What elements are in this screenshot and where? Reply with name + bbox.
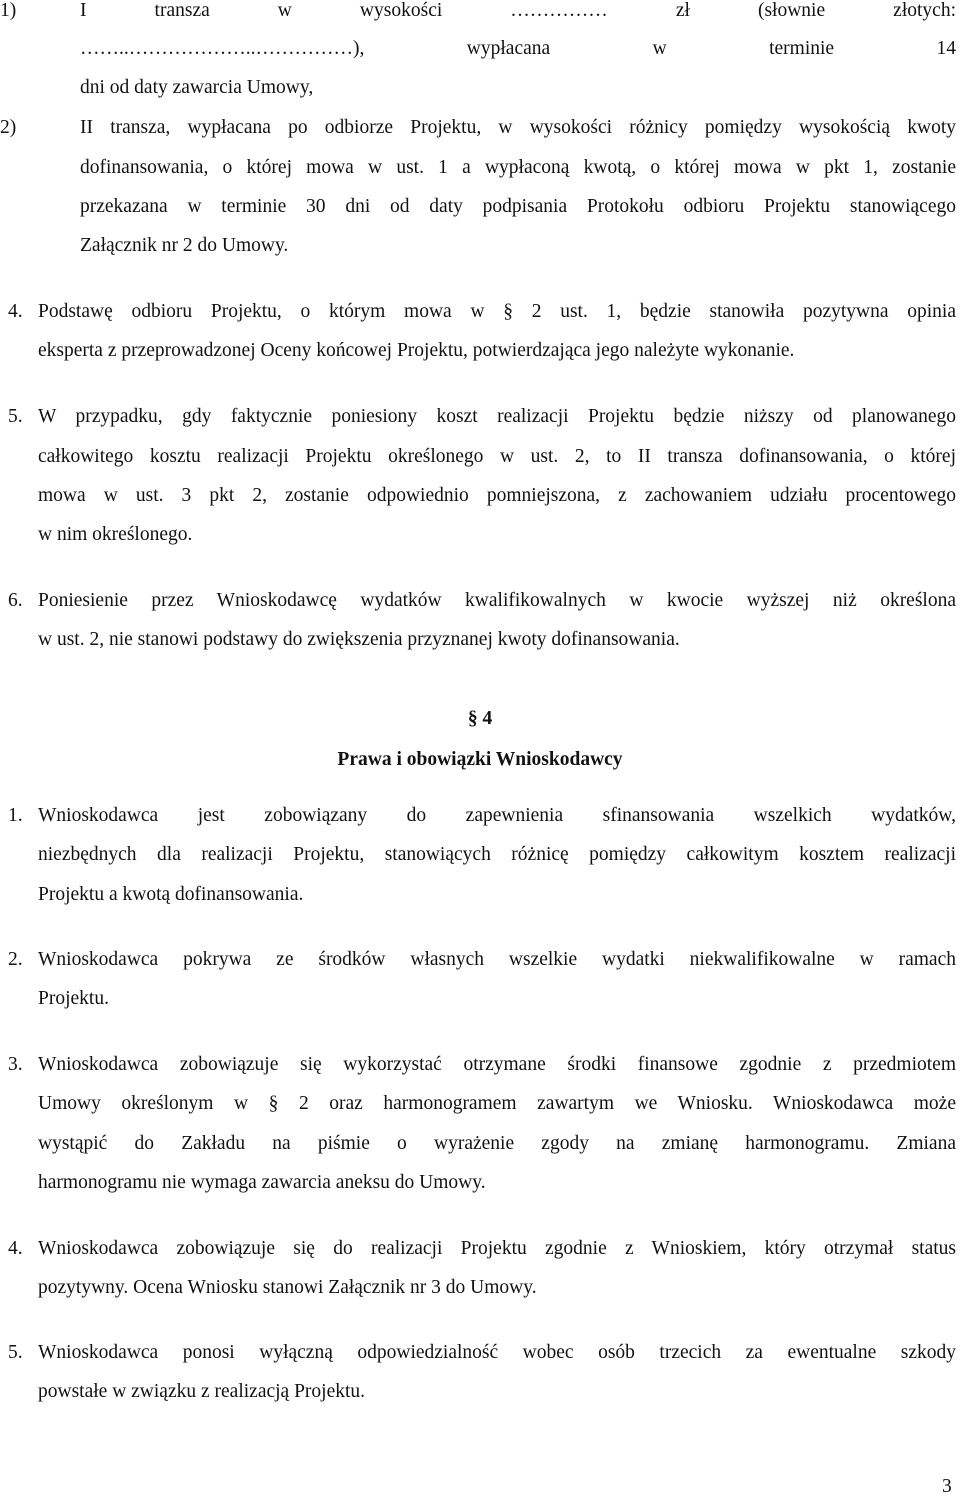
paragraph-5-number: 5. (8, 406, 23, 427)
item-1-line-2: ……..………………..……………), wypłacana w terminie 14 (80, 38, 956, 59)
section-point-2-number: 2. (8, 949, 23, 970)
paragraph-5-line-3: mowa w ust. 3 pkt 2, zostanie odpowiednio pomniejszona, z zachowaniem udziału procentowego (38, 485, 956, 506)
item-2-number: 2) (0, 117, 17, 138)
section-point-4-number: 4. (8, 1238, 23, 1259)
item-2-line-3: przekazana w terminie 30 dni od daty podpisania Protokołu odbioru Projektu stanowiącego (80, 196, 956, 217)
section-point-1-line-2: niezbędnych dla realizacji Projektu, stanowiących różnicę pomiędzy całkowitym kosztem realizacji (38, 844, 956, 865)
section-point-4-line-1: Wnioskodawca zobowiązuje się do realizacji Projektu zgodnie z Wnioskiem, który otrzymał status (38, 1238, 956, 1259)
section-point-1-number: 1. (8, 805, 23, 826)
paragraph-4-line-2: eksperta z przeprowadzonej Oceny końcowej Projektu, potwierdzająca jego należyte wykonanie. (38, 340, 795, 361)
paragraph-5-line-1: W przypadku, gdy faktycznie poniesiony koszt realizacji Projektu będzie niższy od planowanego (38, 406, 956, 427)
section-point-4-line-2: pozytywny. Ocena Wniosku stanowi Załącznik nr 3 do Umowy. (38, 1277, 537, 1298)
section-point-5-line-2: powstałe w związku z realizacją Projektu. (38, 1381, 366, 1402)
section-point-3-line-1: Wnioskodawca zobowiązuje się wykorzystać otrzymane środki finansowe zgodnie z przedmiotem (38, 1054, 956, 1075)
section-point-1-line-3: Projektu a kwotą dofinansowania. (38, 884, 304, 905)
item-1-line-1: I transza w wysokości …………… zł (słownie złotych: (80, 0, 956, 21)
paragraph-5-line-4: w nim określonego. (38, 524, 193, 545)
paragraph-6-line-2: w ust. 2, nie stanowi podstawy do zwiększenia przyznanej kwoty dofinansowania. (38, 629, 680, 650)
section-point-2-line-1: Wnioskodawca pokrywa ze środków własnych wszelkie wydatki niekwalifikowalne w ramach (38, 949, 956, 970)
section-point-5-line-1: Wnioskodawca ponosi wyłączną odpowiedzialność wobec osób trzecich za ewentualne szkody (38, 1342, 956, 1363)
section-number: § 4 (467, 708, 493, 729)
section-point-5-number: 5. (8, 1342, 23, 1363)
item-2-line-4: Załącznik nr 2 do Umowy. (80, 235, 289, 256)
paragraph-5-line-2: całkowitego kosztu realizacji Projektu określonego w ust. 2, to II transza dofinansowania, o której (38, 446, 956, 467)
section-point-1-line-1: Wnioskodawca jest zobowiązany do zapewnienia sfinansowania wszelkich wydatków, (38, 805, 956, 826)
item-1-line-3: dni od daty zawarcia Umowy, (80, 77, 314, 98)
section-point-3-line-3: wystąpić do Zakładu na piśmie o wyrażenie zgody na zmianę harmonogramu. Zmiana (38, 1133, 956, 1154)
section-point-3-line-4: harmonogramu nie wymaga zawarcia aneksu do Umowy. (38, 1172, 486, 1193)
paragraph-4-number: 4. (8, 301, 23, 322)
page-number: 3 (942, 1476, 952, 1497)
section-point-3-number: 3. (8, 1054, 23, 1075)
item-2-line-2: dofinansowania, o której mowa w ust. 1 a wypłaconą kwotą, o której mowa w pkt 1, zostanie (80, 157, 956, 178)
item-2-line-1: II transza, wypłacana po odbiorze Projektu, w wysokości różnicy pomiędzy wysokością kwoty (80, 117, 956, 138)
paragraph-6-number: 6. (8, 590, 23, 611)
section-title: Prawa i obowiązki Wnioskodawcy (337, 749, 623, 770)
section-point-2-line-2: Projektu. (38, 988, 109, 1009)
section-point-3-line-2: Umowy określonym w § 2 oraz harmonogramem zawartym we Wniosku. Wnioskodawca może (38, 1093, 956, 1114)
paragraph-4-line-1: Podstawę odbioru Projektu, o którym mowa w § 2 ust. 1, będzie stanowiła pozytywna opinia (38, 301, 956, 322)
item-1-number: 1) (0, 0, 17, 21)
paragraph-6-line-1: Poniesienie przez Wnioskodawcę wydatków kwalifikowalnych w kwocie wyższej niż określona (38, 590, 956, 611)
